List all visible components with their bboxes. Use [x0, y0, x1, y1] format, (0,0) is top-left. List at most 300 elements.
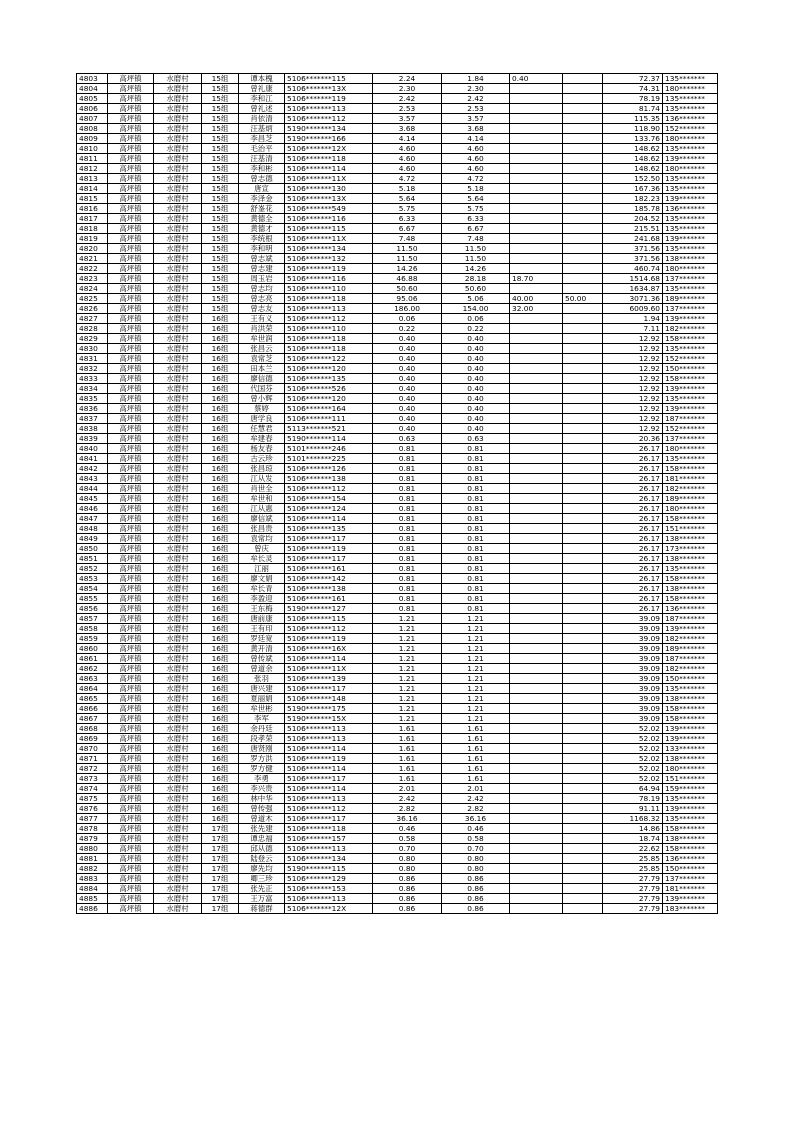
village-cell: 水磨村	[154, 394, 202, 404]
group-cell: 17组	[202, 824, 239, 834]
row-number: 4873	[77, 774, 108, 784]
phone-cell: 187*******	[663, 414, 718, 424]
amount-cell: 26.17	[603, 444, 663, 454]
village-cell: 水磨村	[154, 244, 202, 254]
town-cell: 高坪镇	[108, 154, 154, 164]
table-row	[77, 474, 718, 484]
village-cell: 水磨村	[154, 634, 202, 644]
row-number: 4805	[77, 94, 108, 104]
area-a-cell: 2.42	[442, 794, 510, 804]
area-a-cell: 1.84	[442, 74, 510, 84]
total-area-cell: 2.42	[373, 94, 442, 104]
name-cell: 罗方洪	[239, 754, 285, 764]
total-area-cell: 1.21	[373, 634, 442, 644]
id-number-cell: 5106*******526	[285, 384, 373, 394]
area-a-cell: 0.86	[442, 904, 510, 914]
amount-cell: 12.92	[603, 364, 663, 374]
row-number: 4884	[77, 884, 108, 894]
phone-cell: 137*******	[663, 274, 718, 284]
town-cell: 高坪镇	[108, 434, 154, 444]
group-cell: 16组	[202, 394, 239, 404]
village-cell: 水磨村	[154, 674, 202, 684]
table-row	[77, 564, 718, 574]
total-area-cell: 0.81	[373, 464, 442, 474]
area-b-cell	[510, 464, 563, 474]
name-cell: 张昌云	[239, 344, 285, 354]
amount-cell: 18.74	[603, 834, 663, 844]
amount-cell: 27.79	[603, 894, 663, 904]
amount-cell: 1.94	[603, 314, 663, 324]
town-cell: 高坪镇	[108, 714, 154, 724]
area-b-cell	[510, 734, 563, 744]
amount-cell: 81.74	[603, 104, 663, 114]
town-cell: 高坪镇	[108, 734, 154, 744]
town-cell: 高坪镇	[108, 824, 154, 834]
area-c-cell	[563, 234, 603, 244]
table-row	[77, 624, 718, 634]
village-cell: 水磨村	[154, 804, 202, 814]
name-cell: 李统根	[239, 234, 285, 244]
area-a-cell: 4.72	[442, 174, 510, 184]
amount-cell: 148.62	[603, 144, 663, 154]
row-number: 4831	[77, 354, 108, 364]
phone-cell: 158*******	[663, 574, 718, 584]
area-c-cell	[563, 474, 603, 484]
amount-cell: 39.09	[603, 654, 663, 664]
area-b-cell	[510, 844, 563, 854]
amount-cell: 26.17	[603, 494, 663, 504]
id-number-cell: 5106*******13X	[285, 84, 373, 94]
name-cell: 江从惠	[239, 504, 285, 514]
id-number-cell: 5106*******116	[285, 214, 373, 224]
area-b-cell: 40.00	[510, 294, 563, 304]
name-cell: 张先建	[239, 824, 285, 834]
name-cell: 周玉岩	[239, 274, 285, 284]
row-number: 4842	[77, 464, 108, 474]
name-cell: 廖信斌	[239, 514, 285, 524]
group-cell: 16组	[202, 334, 239, 344]
phone-cell: 180*******	[663, 164, 718, 174]
area-b-cell	[510, 774, 563, 784]
id-number-cell: 5106*******112	[285, 484, 373, 494]
area-c-cell	[563, 754, 603, 764]
village-cell: 水磨村	[154, 904, 202, 914]
area-a-cell: 11.50	[442, 254, 510, 264]
village-cell: 水磨村	[154, 554, 202, 564]
row-number: 4839	[77, 434, 108, 444]
name-cell: 段孝荣	[239, 734, 285, 744]
area-c-cell	[563, 734, 603, 744]
household-table	[76, 73, 718, 914]
amount-cell: 20.36	[603, 434, 663, 444]
total-area-cell: 5.75	[373, 204, 442, 214]
area-c-cell	[563, 114, 603, 124]
table-row	[77, 324, 718, 334]
total-area-cell: 0.81	[373, 594, 442, 604]
village-cell: 水磨村	[154, 104, 202, 114]
id-number-cell: 5106*******11X	[285, 234, 373, 244]
name-cell: 牟世和	[239, 494, 285, 504]
amount-cell: 78.19	[603, 94, 663, 104]
name-cell: 袁常均	[239, 534, 285, 544]
total-area-cell: 0.80	[373, 854, 442, 864]
town-cell: 高坪镇	[108, 114, 154, 124]
village-cell: 水磨村	[154, 434, 202, 444]
town-cell: 高坪镇	[108, 854, 154, 864]
total-area-cell: 0.40	[373, 354, 442, 364]
village-cell: 水磨村	[154, 784, 202, 794]
amount-cell: 14.86	[603, 824, 663, 834]
village-cell: 水磨村	[154, 714, 202, 724]
group-cell: 16组	[202, 634, 239, 644]
id-number-cell: 5106*******113	[285, 894, 373, 904]
row-number: 4825	[77, 294, 108, 304]
phone-cell: 139*******	[663, 384, 718, 394]
town-cell: 高坪镇	[108, 504, 154, 514]
table-row	[77, 614, 718, 624]
name-cell: 廖信德	[239, 374, 285, 384]
village-cell: 水磨村	[154, 834, 202, 844]
town-cell: 高坪镇	[108, 124, 154, 134]
phone-cell: 189*******	[663, 644, 718, 654]
town-cell: 高坪镇	[108, 634, 154, 644]
area-c-cell	[563, 124, 603, 134]
id-number-cell: 5106*******126	[285, 464, 373, 474]
data-sheet	[76, 73, 718, 914]
id-number-cell: 5106*******118	[285, 344, 373, 354]
village-cell: 水磨村	[154, 704, 202, 714]
row-number: 4857	[77, 614, 108, 624]
row-number: 4810	[77, 144, 108, 154]
area-c-cell	[563, 104, 603, 114]
total-area-cell: 1.61	[373, 764, 442, 774]
phone-cell: 180*******	[663, 264, 718, 274]
phone-cell: 139*******	[663, 314, 718, 324]
phone-cell: 181*******	[663, 884, 718, 894]
id-number-cell: 5113*******521	[285, 424, 373, 434]
phone-cell: 180*******	[663, 504, 718, 514]
table-row	[77, 874, 718, 884]
row-number: 4883	[77, 874, 108, 884]
town-cell: 高坪镇	[108, 174, 154, 184]
amount-cell: 115.35	[603, 114, 663, 124]
name-cell: 牟长灵	[239, 554, 285, 564]
town-cell: 高坪镇	[108, 554, 154, 564]
area-a-cell: 4.60	[442, 144, 510, 154]
amount-cell: 39.09	[603, 644, 663, 654]
village-cell: 水磨村	[154, 864, 202, 874]
total-area-cell: 6.33	[373, 214, 442, 224]
amount-cell: 182.23	[603, 194, 663, 204]
table-row	[77, 504, 718, 514]
id-number-cell: 5106*******153	[285, 884, 373, 894]
amount-cell: 12.92	[603, 424, 663, 434]
area-a-cell: 1.21	[442, 634, 510, 644]
id-number-cell: 5106*******11X	[285, 664, 373, 674]
name-cell: 毛治平	[239, 144, 285, 154]
area-b-cell	[510, 674, 563, 684]
area-c-cell	[563, 254, 603, 264]
total-area-cell: 2.82	[373, 804, 442, 814]
amount-cell: 26.17	[603, 474, 663, 484]
id-number-cell: 5106*******110	[285, 324, 373, 334]
area-c-cell	[563, 774, 603, 784]
amount-cell: 26.17	[603, 524, 663, 534]
area-a-cell: 0.81	[442, 564, 510, 574]
table-row	[77, 794, 718, 804]
table-row	[77, 884, 718, 894]
phone-cell: 135*******	[663, 814, 718, 824]
area-b-cell	[510, 534, 563, 544]
total-area-cell: 0.40	[373, 374, 442, 384]
row-number: 4856	[77, 604, 108, 614]
table-row	[77, 104, 718, 114]
village-cell: 水磨村	[154, 884, 202, 894]
row-number: 4847	[77, 514, 108, 524]
table-row	[77, 174, 718, 184]
amount-cell: 12.92	[603, 334, 663, 344]
name-cell: 李兴贵	[239, 784, 285, 794]
table-row	[77, 284, 718, 294]
area-c-cell	[563, 534, 603, 544]
name-cell: 曾志建	[239, 264, 285, 274]
name-cell: 肖世全	[239, 484, 285, 494]
town-cell: 高坪镇	[108, 354, 154, 364]
total-area-cell: 6.67	[373, 224, 442, 234]
area-b-cell	[510, 514, 563, 524]
area-c-cell	[563, 214, 603, 224]
group-cell: 16组	[202, 404, 239, 414]
id-number-cell: 5106*******115	[285, 614, 373, 624]
area-a-cell: 0.81	[442, 514, 510, 524]
name-cell: 黄开清	[239, 644, 285, 654]
table-row	[77, 594, 718, 604]
total-area-cell: 1.21	[373, 674, 442, 684]
town-cell: 高坪镇	[108, 214, 154, 224]
village-cell: 水磨村	[154, 614, 202, 624]
total-area-cell: 0.81	[373, 474, 442, 484]
name-cell: 张先正	[239, 884, 285, 894]
phone-cell: 189*******	[663, 494, 718, 504]
area-a-cell: 50.60	[442, 284, 510, 294]
area-c-cell	[563, 274, 603, 284]
name-cell: 曾庆	[239, 544, 285, 554]
total-area-cell: 0.46	[373, 824, 442, 834]
phone-cell: 158*******	[663, 824, 718, 834]
area-b-cell	[510, 584, 563, 594]
total-area-cell: 1.61	[373, 734, 442, 744]
table-row	[77, 464, 718, 474]
area-b-cell	[510, 494, 563, 504]
name-cell: 江从发	[239, 474, 285, 484]
group-cell: 16组	[202, 424, 239, 434]
total-area-cell: 0.40	[373, 404, 442, 414]
row-number: 4824	[77, 284, 108, 294]
table-row	[77, 454, 718, 464]
group-cell: 16组	[202, 504, 239, 514]
id-number-cell: 5106*******117	[285, 684, 373, 694]
total-area-cell: 5.64	[373, 194, 442, 204]
group-cell: 15组	[202, 84, 239, 94]
area-c-cell	[563, 94, 603, 104]
area-b-cell	[510, 154, 563, 164]
village-cell: 水磨村	[154, 464, 202, 474]
town-cell: 高坪镇	[108, 484, 154, 494]
area-c-cell	[563, 364, 603, 374]
name-cell: 曾志均	[239, 284, 285, 294]
area-a-cell: 0.06	[442, 314, 510, 324]
area-a-cell: 14.26	[442, 264, 510, 274]
row-number: 4822	[77, 264, 108, 274]
total-area-cell: 1.21	[373, 654, 442, 664]
row-number: 4878	[77, 824, 108, 834]
amount-cell: 12.92	[603, 374, 663, 384]
id-number-cell: 5106*******134	[285, 244, 373, 254]
area-c-cell	[563, 854, 603, 864]
id-number-cell: 5106*******12X	[285, 144, 373, 154]
id-number-cell: 5101*******225	[285, 454, 373, 464]
row-number: 4837	[77, 414, 108, 424]
group-cell: 16组	[202, 464, 239, 474]
name-cell: 李和明	[239, 244, 285, 254]
name-cell: 任慧君	[239, 424, 285, 434]
area-a-cell: 1.21	[442, 654, 510, 664]
town-cell: 高坪镇	[108, 874, 154, 884]
phone-cell: 137*******	[663, 304, 718, 314]
id-number-cell: 5106*******164	[285, 404, 373, 414]
area-a-cell: 4.14	[442, 134, 510, 144]
id-number-cell: 5190*******175	[285, 704, 373, 714]
area-a-cell: 1.21	[442, 664, 510, 674]
amount-cell: 72.37	[603, 74, 663, 84]
amount-cell: 26.17	[603, 584, 663, 594]
town-cell: 高坪镇	[108, 764, 154, 774]
area-b-cell	[510, 654, 563, 664]
total-area-cell: 1.21	[373, 664, 442, 674]
phone-cell: 138*******	[663, 534, 718, 544]
phone-cell: 139*******	[663, 234, 718, 244]
town-cell: 高坪镇	[108, 304, 154, 314]
table-row	[77, 404, 718, 414]
group-cell: 15组	[202, 104, 239, 114]
name-cell: 王有义	[239, 314, 285, 324]
area-c-cell	[563, 494, 603, 504]
area-b-cell	[510, 704, 563, 714]
area-a-cell: 154.00	[442, 304, 510, 314]
group-cell: 16组	[202, 374, 239, 384]
row-number: 4863	[77, 674, 108, 684]
id-number-cell: 5106*******114	[285, 784, 373, 794]
row-number: 4844	[77, 484, 108, 494]
town-cell: 高坪镇	[108, 424, 154, 434]
table-row	[77, 834, 718, 844]
village-cell: 水磨村	[154, 514, 202, 524]
group-cell: 16组	[202, 674, 239, 684]
group-cell: 16组	[202, 564, 239, 574]
name-cell: 唐宣	[239, 184, 285, 194]
area-c-cell	[563, 824, 603, 834]
name-cell: 谭忠福	[239, 834, 285, 844]
phone-cell: 183*******	[663, 904, 718, 914]
name-cell: 牟建春	[239, 434, 285, 444]
row-number: 4861	[77, 654, 108, 664]
table-row	[77, 364, 718, 374]
amount-cell: 1634.87	[603, 284, 663, 294]
id-number-cell: 5106*******113	[285, 794, 373, 804]
row-number: 4865	[77, 694, 108, 704]
row-number: 4879	[77, 834, 108, 844]
town-cell: 高坪镇	[108, 224, 154, 234]
area-a-cell: 5.75	[442, 204, 510, 214]
area-c-cell	[563, 614, 603, 624]
group-cell: 15组	[202, 294, 239, 304]
phone-cell: 133*******	[663, 744, 718, 754]
town-cell: 高坪镇	[108, 194, 154, 204]
area-c-cell	[563, 644, 603, 654]
row-number: 4821	[77, 254, 108, 264]
phone-cell: 139*******	[663, 404, 718, 414]
row-number: 4858	[77, 624, 108, 634]
area-c-cell	[563, 344, 603, 354]
area-b-cell	[510, 244, 563, 254]
area-a-cell: 0.81	[442, 534, 510, 544]
row-number: 4853	[77, 574, 108, 584]
group-cell: 15组	[202, 94, 239, 104]
group-cell: 16组	[202, 514, 239, 524]
phone-cell: 158*******	[663, 334, 718, 344]
group-cell: 15组	[202, 144, 239, 154]
amount-cell: 39.09	[603, 614, 663, 624]
phone-cell: 137*******	[663, 874, 718, 884]
row-number: 4872	[77, 764, 108, 774]
area-a-cell: 1.21	[442, 704, 510, 714]
name-cell: 李勇	[239, 774, 285, 784]
area-b-cell	[510, 414, 563, 424]
area-c-cell	[563, 444, 603, 454]
amount-cell: 39.09	[603, 664, 663, 674]
total-area-cell: 2.42	[373, 794, 442, 804]
table-row	[77, 694, 718, 704]
name-cell: 廖文娟	[239, 574, 285, 584]
phone-cell: 135*******	[663, 94, 718, 104]
name-cell: 蔡婷	[239, 404, 285, 414]
area-b-cell	[510, 784, 563, 794]
area-a-cell: 1.61	[442, 724, 510, 734]
area-a-cell: 0.40	[442, 334, 510, 344]
row-number: 4829	[77, 334, 108, 344]
phone-cell: 158*******	[663, 704, 718, 714]
id-number-cell: 5106*******113	[285, 844, 373, 854]
group-cell: 16组	[202, 774, 239, 784]
table-row	[77, 494, 718, 504]
id-number-cell: 5106*******118	[285, 334, 373, 344]
area-c-cell	[563, 684, 603, 694]
area-a-cell: 0.81	[442, 544, 510, 554]
area-a-cell: 0.22	[442, 324, 510, 334]
table-body	[77, 74, 718, 914]
area-a-cell: 0.46	[442, 824, 510, 834]
phone-cell: 135*******	[663, 184, 718, 194]
town-cell: 高坪镇	[108, 814, 154, 824]
area-c-cell	[563, 794, 603, 804]
area-a-cell: 1.21	[442, 614, 510, 624]
area-a-cell: 3.57	[442, 114, 510, 124]
phone-cell: 139*******	[663, 194, 718, 204]
area-b-cell	[510, 174, 563, 184]
amount-cell: 91.11	[603, 804, 663, 814]
phone-cell: 136*******	[663, 114, 718, 124]
total-area-cell: 2.53	[373, 104, 442, 114]
